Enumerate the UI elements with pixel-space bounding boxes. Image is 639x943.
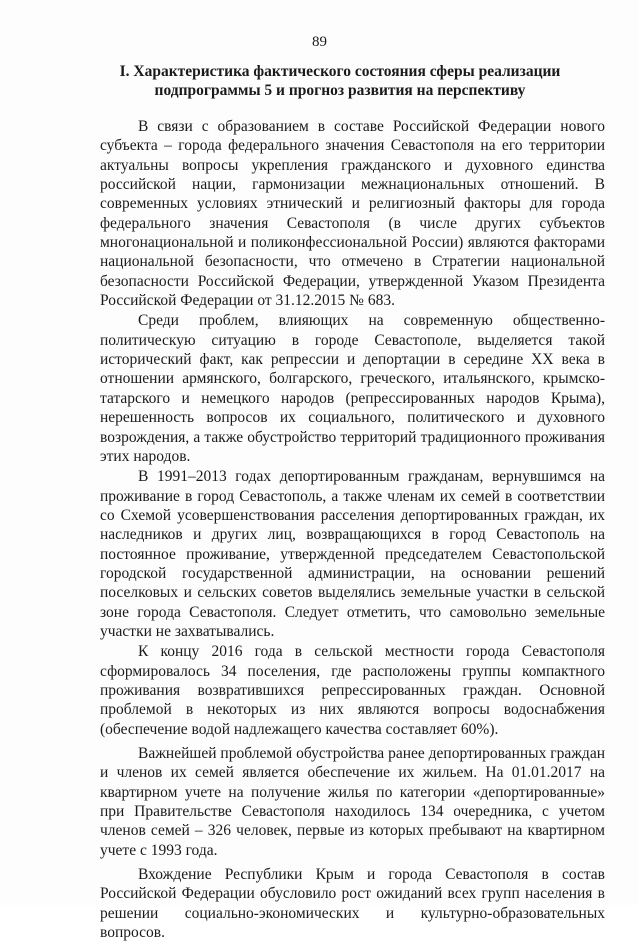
paragraph: В 1991–2013 годах депортированным гражданам, вернувшимся на проживание в город Севастополь, а также членам их семей в соответствии со Схемой усовершенствования расселения депортированных граждан, их наследников и других лиц, возвращающихся в город Севастополь на постоянное проживание, утвержденной председателем Севастопольской городской государственной администрации, на основании решений поселковых и сельских советов выделялись земельные участки в сельской зоне города Севастополя. Следует отметить, что самовольно земельные участки не захватывались.: [100, 468, 605, 640]
section-heading: I. Характеристика фактического состояния сферы реализации подпрограммы 5 и прогноз развития на перспективу: [119, 63, 561, 99]
paragraph: Вхождение Республики Крым и города Севастополя в состав Российской Федерации обусловило рост ожиданий всех групп населения в решении социально-экономических и культурно-образовательных вопросов.: [100, 866, 605, 942]
paragraph: Важнейшей проблемой обустройства ранее депортированных граждан и членов их семей является обеспечение их жильем. На 01.01.2017 на квартирном учете на получение жилья по категории «депортированные» при Правительстве Севастополя находилось 134 очередника, с учетом членов семей – 326 человек, первые из которых пребывают на квартирном учете с 1993 года.: [100, 745, 605, 859]
paragraph: Среди проблем, влияющих на современную общественно-политическую ситуацию в городе Севастополе, выделяется такой исторический факт, как репрессии и депортации в середине XX века в отношении армянского, болгарского, греческого, итальянского, крымско-татарского и немецкого народов (репрессированных народов Крыма), нерешенность вопросов их социального, политического и духовного возрождения, а также обустройство территорий традиционного проживания этих народов.: [100, 312, 605, 465]
paragraph: В связи с образованием в составе Российской Федерации нового субъекта – города федерального значения Севастополя на его территории актуальны вопросы укрепления гражданского и духовного единства российской нации, гармонизации межнациональных отношений. В современных условиях этнический и религиозный факторы для города федерального значения Севастополя (в числе других субъектов многонациональной и поликонфессиональной России) являются факторами национальной безопасности, что отмечено в Стратегии национальной безопасности Российской Федерации, утвержденной Указом Президента Российской Федерации от 31.12.2015 № 683.: [100, 118, 605, 310]
body-text: [100, 117, 605, 943]
paragraph: К концу 2016 года в сельской местности города Севастополя сформировалось 34 поселения, где расположены группы компактного проживания возвратившихся репрессированных граждан. Основной проблемой в некоторых из них являются вопросы водоснабжения (обеспечение водой надлежащего качества составляет 60%).: [100, 643, 605, 738]
page-number: 89: [312, 34, 327, 50]
